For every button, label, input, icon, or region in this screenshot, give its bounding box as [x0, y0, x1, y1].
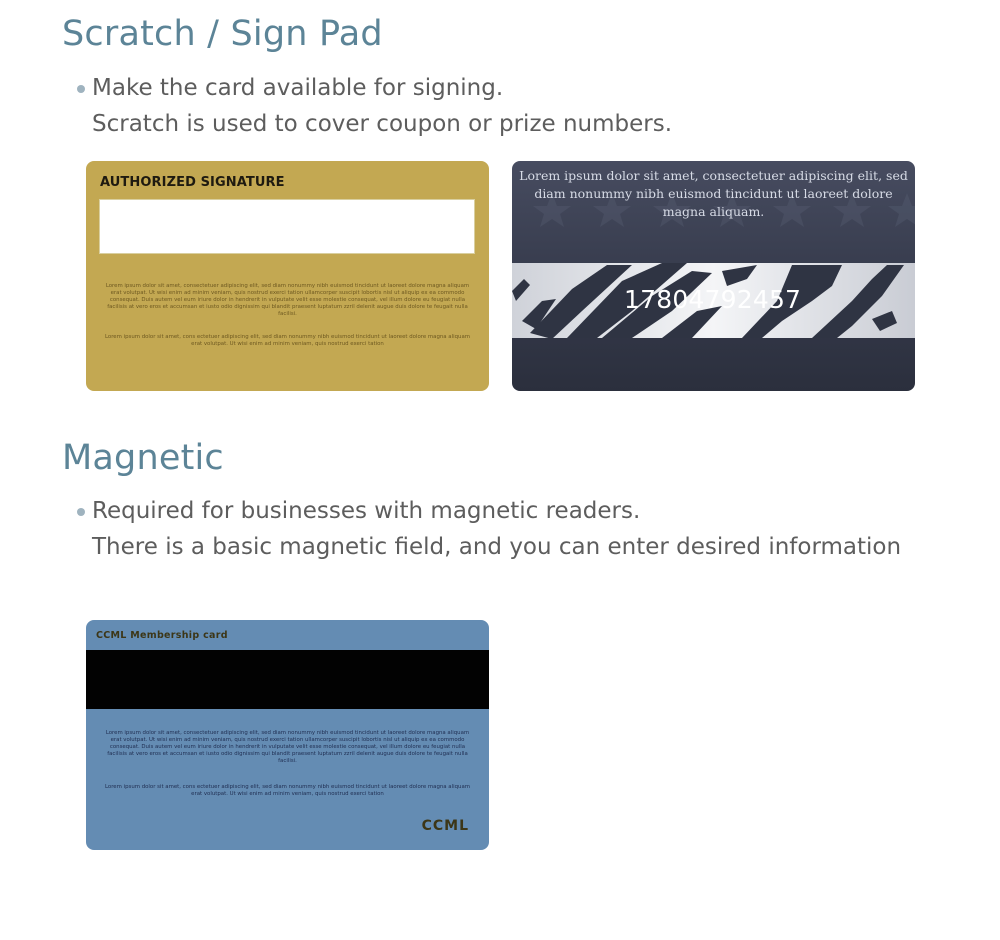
scratch-number: 17804792457 [624, 285, 802, 314]
bullet-dot-icon [77, 85, 85, 93]
scratch-line-2: Scratch is used to cover coupon or prize numbers. [92, 111, 673, 137]
signature-fine-print-2: Lorem ipsum dolor sit amet, cons ectetuer adipiscing elit, sed diam nonummy nibh euismod tincidunt ut laoreet dolore magna aliquam erat volutpat. Ut wisi enim ad minim veniam, quis nostrud exerci tation [105, 334, 470, 347]
magnetic-fine-print-1: Lorem ipsum dolor sit amet, consectetuer adipiscing elit, sed diam nonummy nibh euismod tincidunt ut laoreet dolore magna aliquam erat volutpat. Ut wisi enim ad minim veniam, quis nostrud exerci tation ullamcorper suscipit lobortis nisl ut aliquip ex ea commodo consequat. Duis autem vel eum iriure dolor in hendrerit in vulputate velit esse molestie consequat, vel illum dolore eu feugiat nulla facilisis at vero eros et accumsan et iusto odio dignissim qui blandit praesent luptatum zzril delenit augue duis dolore te feugait nulla facilisi. [105, 730, 470, 764]
signature-label: AUTHORIZED SIGNATURE [100, 175, 285, 190]
magnetic-description [77, 493, 901, 565]
magnetic-bullet-line [77, 493, 901, 529]
section-title-scratch: Scratch / Sign Pad [62, 14, 383, 54]
scratch-bullet-line [77, 70, 672, 106]
signature-fine-print-1: Lorem ipsum dolor sit amet, consectetuer adipiscing elit, sed diam nonummy nibh euismod tincidunt ut laoreet dolore magna aliquam erat volutpat. Ut wisi enim ad minim veniam, quis nostrud exerci tation ullamcorper suscipit lobortis nisl ut aliquip ex ea commodo consequat. Duis autem vel eum iriure dolor in hendrerit in vulputate velit esse molestie consequat, vel illum dolore eu feugiat nulla facilisis at vero eros et accumsan et iusto odio dignissim qui blandit praesent luptatum zzril delenit augue duis dolore te feugait nulla facilisi. [105, 283, 470, 317]
scratch-line-1: Make the card available for signing. [92, 75, 504, 101]
signature-card [86, 161, 489, 391]
bullet-dot-icon [77, 508, 85, 516]
magnetic-card [86, 620, 489, 850]
scratch-card-text: Lorem ipsum dolor sit amet, consectetuer adipiscing elit, sed diam nonummy nibh euismod tincidunt ut laoreet dolore magna aliquam. [519, 168, 908, 219]
signature-pad [99, 199, 475, 254]
scratch-description [77, 70, 672, 142]
scratch-card [512, 161, 915, 391]
magnetic-card-brand: CCML [421, 818, 469, 834]
section-title-magnetic: Magnetic [62, 438, 224, 478]
magnetic-card-title: CCML Membership card [96, 630, 228, 641]
magnetic-fine-print-2: Lorem ipsum dolor sit amet, cons ectetuer adipiscing elit, sed diam nonummy nibh euismod tincidunt ut laoreet dolore magna aliquam erat volutpat. Ut wisi enim ad minim veniam, quis nostrud exerci tation [105, 784, 470, 797]
magnetic-line-2: There is a basic magnetic field, and you can enter desired information [92, 534, 902, 560]
magnetic-line-1: Required for businesses with magnetic readers. [92, 498, 641, 524]
magnetic-stripe [86, 650, 489, 709]
